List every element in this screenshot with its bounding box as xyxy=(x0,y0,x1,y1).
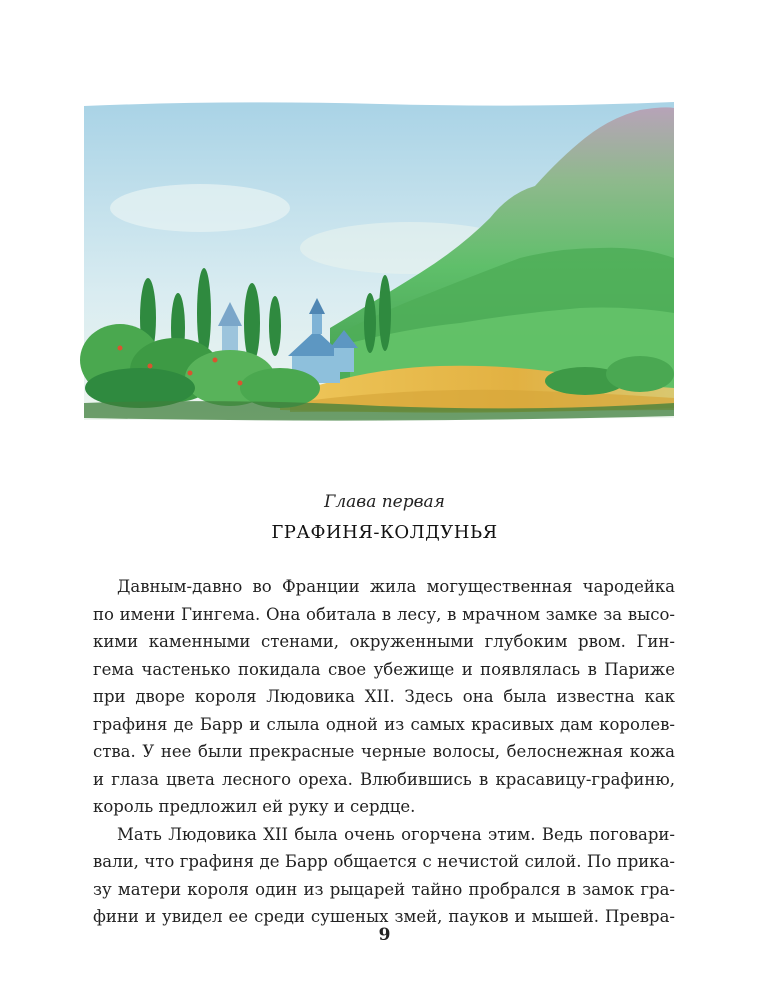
body-text xyxy=(93,573,675,931)
chapter-label: Глава первая xyxy=(324,492,445,512)
text-line: ства. У нее были прекрасные черные волосы, белоснежная кожа xyxy=(93,742,675,761)
text-line: Мать Людовика XII была очень огорчена этим. Ведь поговари- xyxy=(117,824,675,844)
text-line: фини и увидел ее среди сушеных змей, пауков и мышей. Превра- xyxy=(93,907,675,926)
text-line: кими каменными стенами, окруженными глубоким рвом. Гин- xyxy=(93,632,675,651)
text-line: Давным-давно во Франции жила могущественная чародейка xyxy=(117,577,675,596)
text-line: зу матери короля один из рыцарей тайно пробрался в замок гра- xyxy=(93,879,675,899)
text-line: гема частенько покидала свое убежище и появлялась в Париже xyxy=(93,659,675,679)
landscape-image xyxy=(80,98,674,430)
text-line: по имени Гингема. Она обитала в лесу, в мрачном замке за высо- xyxy=(93,604,675,624)
chapter-title: ГРАФИНЯ-КОЛДУНЬЯ xyxy=(271,522,498,543)
page-number: 9 xyxy=(378,925,391,945)
text-line: вали, что графиня де Барр общается с нечистой силой. По прика- xyxy=(93,852,675,871)
text-line: и глаза цвета лесного ореха. Влюбившись в красавицу-графиню, xyxy=(93,769,675,789)
text-line: король предложил ей руку и сердце. xyxy=(93,797,416,816)
text-line: при дворе короля Людовика XII. Здесь она была известна как xyxy=(93,687,675,706)
landscape-illustration xyxy=(80,98,674,430)
text-line: графиня де Барр и слыла одной из самых красивых дам королев- xyxy=(93,714,675,734)
